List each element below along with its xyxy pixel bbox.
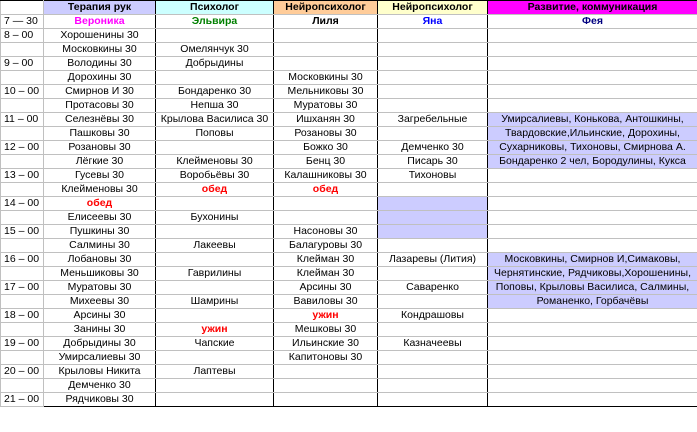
time-cell[interactable]: 9 – 00 bbox=[1, 57, 44, 71]
cell-neuro-lilya[interactable]: Бенц 30 bbox=[274, 155, 378, 169]
cell-neuro-yana[interactable] bbox=[378, 43, 488, 57]
cell-psychologist[interactable]: Бондаренко 30 bbox=[156, 85, 274, 99]
specialist-neuro-yana[interactable]: Яна bbox=[378, 15, 488, 29]
time-cell[interactable]: 20 – 00 bbox=[1, 365, 44, 379]
cell-neuro-yana[interactable] bbox=[378, 197, 488, 211]
cell-neuro-yana[interactable] bbox=[378, 85, 488, 99]
cell-psychologist[interactable]: Шамрины bbox=[156, 295, 274, 309]
cell-psychologist[interactable]: Крылова Василиса 30 bbox=[156, 113, 274, 127]
cell-neuro-lilya[interactable]: Насоновы 30 bbox=[274, 225, 378, 239]
cell-therapy[interactable]: Селезнёвы 30 bbox=[44, 113, 156, 127]
time-cell[interactable]: 8 – 00 bbox=[1, 29, 44, 43]
cell-development[interactable] bbox=[488, 351, 697, 365]
specialist-neuro-lilya[interactable]: Лиля bbox=[274, 15, 378, 29]
cell-therapy[interactable]: Хорошенины 30 bbox=[44, 29, 156, 43]
cell-psychologist[interactable] bbox=[156, 197, 274, 211]
cell-therapy[interactable]: Муратовы 30 bbox=[44, 281, 156, 295]
time-cell[interactable] bbox=[1, 183, 44, 197]
cell-neuro-lilya[interactable]: Балагуровы 30 bbox=[274, 239, 378, 253]
header-row bbox=[1, 1, 697, 15]
cell-neuro-lilya[interactable]: Ильинские 30 bbox=[274, 337, 378, 351]
schedule-row bbox=[1, 253, 697, 267]
cell-neuro-yana[interactable] bbox=[378, 295, 488, 309]
time-cell[interactable]: 10 – 00 bbox=[1, 85, 44, 99]
cell-neuro-yana[interactable] bbox=[378, 379, 488, 393]
cell-neuro-yana[interactable] bbox=[378, 365, 488, 379]
cell-neuro-lilya[interactable] bbox=[274, 393, 378, 407]
cell-development[interactable] bbox=[488, 29, 697, 43]
time-cell[interactable] bbox=[1, 211, 44, 225]
cell-neuro-lilya[interactable]: Муратовы 30 bbox=[274, 99, 378, 113]
time-cell[interactable]: 7 — 30 bbox=[1, 15, 44, 29]
schedule-row bbox=[1, 267, 697, 281]
cell-therapy[interactable]: Гусевы 30 bbox=[44, 169, 156, 183]
cell-development[interactable]: Московкины, Смирнов И,Симаковы, bbox=[488, 253, 697, 267]
cell-neuro-yana[interactable] bbox=[378, 211, 488, 225]
schedule-row bbox=[1, 337, 697, 351]
cell-development[interactable] bbox=[488, 323, 697, 337]
cell-development[interactable]: Сухарниковы, Тихоновы, Смирнова А. bbox=[488, 141, 697, 155]
cell-development[interactable] bbox=[488, 309, 697, 323]
cell-neuro-yana[interactable]: Загребельные bbox=[378, 113, 488, 127]
schedule-row bbox=[1, 127, 697, 141]
header-development[interactable]: Развитие, коммуникация bbox=[488, 1, 697, 15]
cell-psychologist[interactable]: Лакеевы bbox=[156, 239, 274, 253]
cell-neuro-yana[interactable]: Казначеевы bbox=[378, 337, 488, 351]
schedule-row bbox=[1, 351, 697, 365]
specialist-psychologist[interactable]: Эльвира bbox=[156, 15, 274, 29]
cell-psychologist[interactable] bbox=[156, 141, 274, 155]
schedule-row bbox=[1, 211, 697, 225]
schedule-row bbox=[1, 309, 697, 323]
cell-neuro-lilya[interactable]: Московкины 30 bbox=[274, 71, 378, 85]
time-cell[interactable]: 12 – 00 bbox=[1, 141, 44, 155]
cell-development[interactable] bbox=[488, 225, 697, 239]
header-therapy[interactable]: Терапия рук bbox=[44, 1, 156, 15]
cell-development[interactable]: Твардовские,Ильинские, Дорохины, bbox=[488, 127, 697, 141]
time-cell[interactable] bbox=[1, 127, 44, 141]
cell-therapy[interactable]: Лёгкие 30 bbox=[44, 155, 156, 169]
header-time[interactable] bbox=[1, 1, 44, 15]
cell-neuro-lilya[interactable]: Клейман 30 bbox=[274, 267, 378, 281]
specialist-therapy[interactable]: Вероника bbox=[44, 15, 156, 29]
cell-psychologist[interactable]: Чапские bbox=[156, 337, 274, 351]
cell-neuro-lilya[interactable] bbox=[274, 29, 378, 43]
schedule-row bbox=[1, 393, 697, 407]
schedule-row bbox=[1, 43, 697, 57]
time-cell[interactable] bbox=[1, 267, 44, 281]
cell-neuro-lilya[interactable] bbox=[274, 365, 378, 379]
cell-neuro-lilya[interactable]: Клейман 30 bbox=[274, 253, 378, 267]
cell-psychologist[interactable] bbox=[156, 379, 274, 393]
cell-development[interactable]: Бондаренко 2 чел, Бородулины, Кукса bbox=[488, 155, 697, 169]
time-cell[interactable]: 21 – 00 bbox=[1, 393, 44, 407]
cell-development[interactable]: Умирсалиевы, Конькова, Антошкины, bbox=[488, 113, 697, 127]
cell-neuro-lilya[interactable]: Калашниковы 30 bbox=[274, 169, 378, 183]
cell-therapy[interactable]: Добрыдины 30 bbox=[44, 337, 156, 351]
cell-therapy[interactable]: Дорохины 30 bbox=[44, 71, 156, 85]
cell-therapy[interactable]: Умирсалиевы 30 bbox=[44, 351, 156, 365]
schedule-row bbox=[1, 85, 697, 99]
cell-development[interactable] bbox=[488, 85, 697, 99]
cell-neuro-lilya[interactable]: Розановы 30 bbox=[274, 127, 378, 141]
cell-psychologist[interactable]: Поповы bbox=[156, 127, 274, 141]
cell-development[interactable] bbox=[488, 337, 697, 351]
cell-therapy[interactable]: Занины 30 bbox=[44, 323, 156, 337]
schedule-row bbox=[1, 169, 697, 183]
cell-psychologist[interactable] bbox=[156, 351, 274, 365]
cell-therapy[interactable]: Пушкины 30 bbox=[44, 225, 156, 239]
cell-development[interactable] bbox=[488, 169, 697, 183]
time-cell[interactable]: 13 – 00 bbox=[1, 169, 44, 183]
schedule-row bbox=[1, 197, 697, 211]
cell-development[interactable] bbox=[488, 57, 697, 71]
cell-therapy[interactable]: Московкины 30 bbox=[44, 43, 156, 57]
cell-psychologist[interactable] bbox=[156, 29, 274, 43]
cell-neuro-lilya[interactable] bbox=[274, 211, 378, 225]
time-cell[interactable]: 11 – 00 bbox=[1, 113, 44, 127]
cell-neuro-yana[interactable] bbox=[378, 267, 488, 281]
cell-therapy[interactable]: Лобановы 30 bbox=[44, 253, 156, 267]
cell-neuro-lilya[interactable] bbox=[274, 57, 378, 71]
cell-therapy[interactable]: Рядчиковы 30 bbox=[44, 393, 156, 407]
specialist-development[interactable]: Фея bbox=[488, 15, 697, 29]
cell-therapy[interactable]: Смирнов И 30 bbox=[44, 85, 156, 99]
time-cell[interactable] bbox=[1, 379, 44, 393]
cell-therapy[interactable]: обед bbox=[44, 197, 156, 211]
cell-psychologist[interactable]: ужин bbox=[156, 323, 274, 337]
schedule-row bbox=[1, 281, 697, 295]
time-cell[interactable] bbox=[1, 351, 44, 365]
cell-development[interactable] bbox=[488, 197, 697, 211]
cell-development[interactable] bbox=[488, 43, 697, 57]
cell-psychologist[interactable] bbox=[156, 225, 274, 239]
cell-psychologist[interactable]: Воробьёвы 30 bbox=[156, 169, 274, 183]
cell-neuro-yana[interactable] bbox=[378, 29, 488, 43]
cell-therapy[interactable]: Протасовы 30 bbox=[44, 99, 156, 113]
time-cell[interactable] bbox=[1, 71, 44, 85]
cell-neuro-yana[interactable] bbox=[378, 351, 488, 365]
cell-therapy[interactable]: Пашковы 30 bbox=[44, 127, 156, 141]
schedule-row bbox=[1, 99, 697, 113]
time-cell[interactable] bbox=[1, 99, 44, 113]
cell-psychologist[interactable]: Гаврилины bbox=[156, 267, 274, 281]
cell-therapy[interactable]: Розановы 30 bbox=[44, 141, 156, 155]
cell-neuro-yana[interactable] bbox=[378, 57, 488, 71]
schedule-row bbox=[1, 225, 697, 239]
cell-psychologist[interactable] bbox=[156, 393, 274, 407]
time-cell[interactable]: 15 – 00 bbox=[1, 225, 44, 239]
cell-therapy[interactable]: Крыловы Никита bbox=[44, 365, 156, 379]
time-cell[interactable] bbox=[1, 239, 44, 253]
cell-psychologist[interactable]: Непша 30 bbox=[156, 99, 274, 113]
cell-development[interactable] bbox=[488, 393, 697, 407]
cell-development[interactable] bbox=[488, 239, 697, 253]
time-cell[interactable]: 14 – 00 bbox=[1, 197, 44, 211]
cell-psychologist[interactable]: обед bbox=[156, 183, 274, 197]
cell-neuro-yana[interactable] bbox=[378, 239, 488, 253]
header-psychologist[interactable]: Психолог bbox=[156, 1, 274, 15]
cell-psychologist[interactable]: Добрыдины bbox=[156, 57, 274, 71]
cell-development[interactable] bbox=[488, 211, 697, 225]
cell-psychologist[interactable] bbox=[156, 281, 274, 295]
header-neuro-lilya[interactable]: Нейропсихолог bbox=[274, 1, 378, 15]
cell-neuro-yana[interactable] bbox=[378, 71, 488, 85]
cell-neuro-lilya[interactable]: Арсины 30 bbox=[274, 281, 378, 295]
cell-neuro-lilya[interactable]: обед bbox=[274, 183, 378, 197]
cell-development[interactable]: Романенко, Горбачёвы bbox=[488, 295, 697, 309]
cell-neuro-lilya[interactable]: Вавиловы 30 bbox=[274, 295, 378, 309]
cell-development[interactable]: Поповы, Крыловы Василиса, Салмины, bbox=[488, 281, 697, 295]
cell-neuro-lilya[interactable] bbox=[274, 197, 378, 211]
cell-development[interactable] bbox=[488, 379, 697, 393]
cell-therapy[interactable]: Михеевы 30 bbox=[44, 295, 156, 309]
cell-development[interactable] bbox=[488, 71, 697, 85]
time-cell[interactable]: 18 – 00 bbox=[1, 309, 44, 323]
cell-psychologist[interactable]: Омелянчук 30 bbox=[156, 43, 274, 57]
cell-neuro-yana[interactable] bbox=[378, 99, 488, 113]
cell-neuro-yana[interactable]: Писарь 30 bbox=[378, 155, 488, 169]
schedule-row bbox=[1, 155, 697, 169]
cell-development[interactable] bbox=[488, 365, 697, 379]
schedule-row bbox=[1, 183, 697, 197]
cell-therapy[interactable]: Арсины 30 bbox=[44, 309, 156, 323]
schedule-row bbox=[1, 113, 697, 127]
cell-therapy[interactable]: Демченко 30 bbox=[44, 379, 156, 393]
cell-neuro-yana[interactable] bbox=[378, 323, 488, 337]
cell-neuro-yana[interactable]: Тихоновы bbox=[378, 169, 488, 183]
cell-neuro-lilya[interactable]: Капитоновы 30 bbox=[274, 351, 378, 365]
time-cell[interactable] bbox=[1, 43, 44, 57]
cell-neuro-lilya[interactable] bbox=[274, 43, 378, 57]
cell-psychologist[interactable]: Бухонины bbox=[156, 211, 274, 225]
cell-neuro-yana[interactable] bbox=[378, 127, 488, 141]
cell-neuro-lilya[interactable]: Мельниковы 30 bbox=[274, 85, 378, 99]
specialist-row bbox=[1, 15, 697, 29]
schedule-row bbox=[1, 295, 697, 309]
time-cell[interactable] bbox=[1, 155, 44, 169]
cell-therapy[interactable]: Володины 30 bbox=[44, 57, 156, 71]
cell-neuro-yana[interactable] bbox=[378, 225, 488, 239]
cell-therapy[interactable]: Меньшиковы 30 bbox=[44, 267, 156, 281]
cell-neuro-yana[interactable]: Кондрашовы bbox=[378, 309, 488, 323]
schedule-row bbox=[1, 379, 697, 393]
time-cell[interactable] bbox=[1, 295, 44, 309]
schedule-row bbox=[1, 365, 697, 379]
cell-psychologist[interactable]: Лаптевы bbox=[156, 365, 274, 379]
cell-psychologist[interactable] bbox=[156, 71, 274, 85]
cell-neuro-yana[interactable]: Лазаревы (Лития) bbox=[378, 253, 488, 267]
time-cell[interactable]: 16 – 00 bbox=[1, 253, 44, 267]
cell-neuro-lilya[interactable]: Мешковы 30 bbox=[274, 323, 378, 337]
cell-neuro-lilya[interactable]: Ишханян 30 bbox=[274, 113, 378, 127]
time-cell[interactable]: 19 – 00 bbox=[1, 337, 44, 351]
cell-psychologist[interactable]: Клейменовы 30 bbox=[156, 155, 274, 169]
time-cell[interactable] bbox=[1, 323, 44, 337]
cell-therapy[interactable]: Клейменовы 30 bbox=[44, 183, 156, 197]
cell-psychologist[interactable] bbox=[156, 253, 274, 267]
cell-neuro-lilya[interactable]: Божко 30 bbox=[274, 141, 378, 155]
schedule-row bbox=[1, 57, 697, 71]
cell-therapy[interactable]: Салмины 30 bbox=[44, 239, 156, 253]
cell-neuro-yana[interactable] bbox=[378, 183, 488, 197]
cell-neuro-yana[interactable]: Демченко 30 bbox=[378, 141, 488, 155]
cell-development[interactable] bbox=[488, 183, 697, 197]
cell-neuro-yana[interactable] bbox=[378, 393, 488, 407]
cell-therapy[interactable]: Елисеевы 30 bbox=[44, 211, 156, 225]
header-neuro-yana[interactable]: Нейропсихолог bbox=[378, 1, 488, 15]
cell-development[interactable]: Чернятинские, Рядчиковы,Хорошенины, bbox=[488, 267, 697, 281]
cell-neuro-yana[interactable]: Саваренко bbox=[378, 281, 488, 295]
time-cell[interactable]: 17 – 00 bbox=[1, 281, 44, 295]
schedule-row bbox=[1, 141, 697, 155]
cell-neuro-lilya[interactable]: ужин bbox=[274, 309, 378, 323]
cell-neuro-lilya[interactable] bbox=[274, 379, 378, 393]
schedule-row bbox=[1, 323, 697, 337]
cell-psychologist[interactable] bbox=[156, 309, 274, 323]
schedule-row bbox=[1, 29, 697, 43]
cell-development[interactable] bbox=[488, 99, 697, 113]
schedule-row bbox=[1, 239, 697, 253]
schedule-row bbox=[1, 71, 697, 85]
